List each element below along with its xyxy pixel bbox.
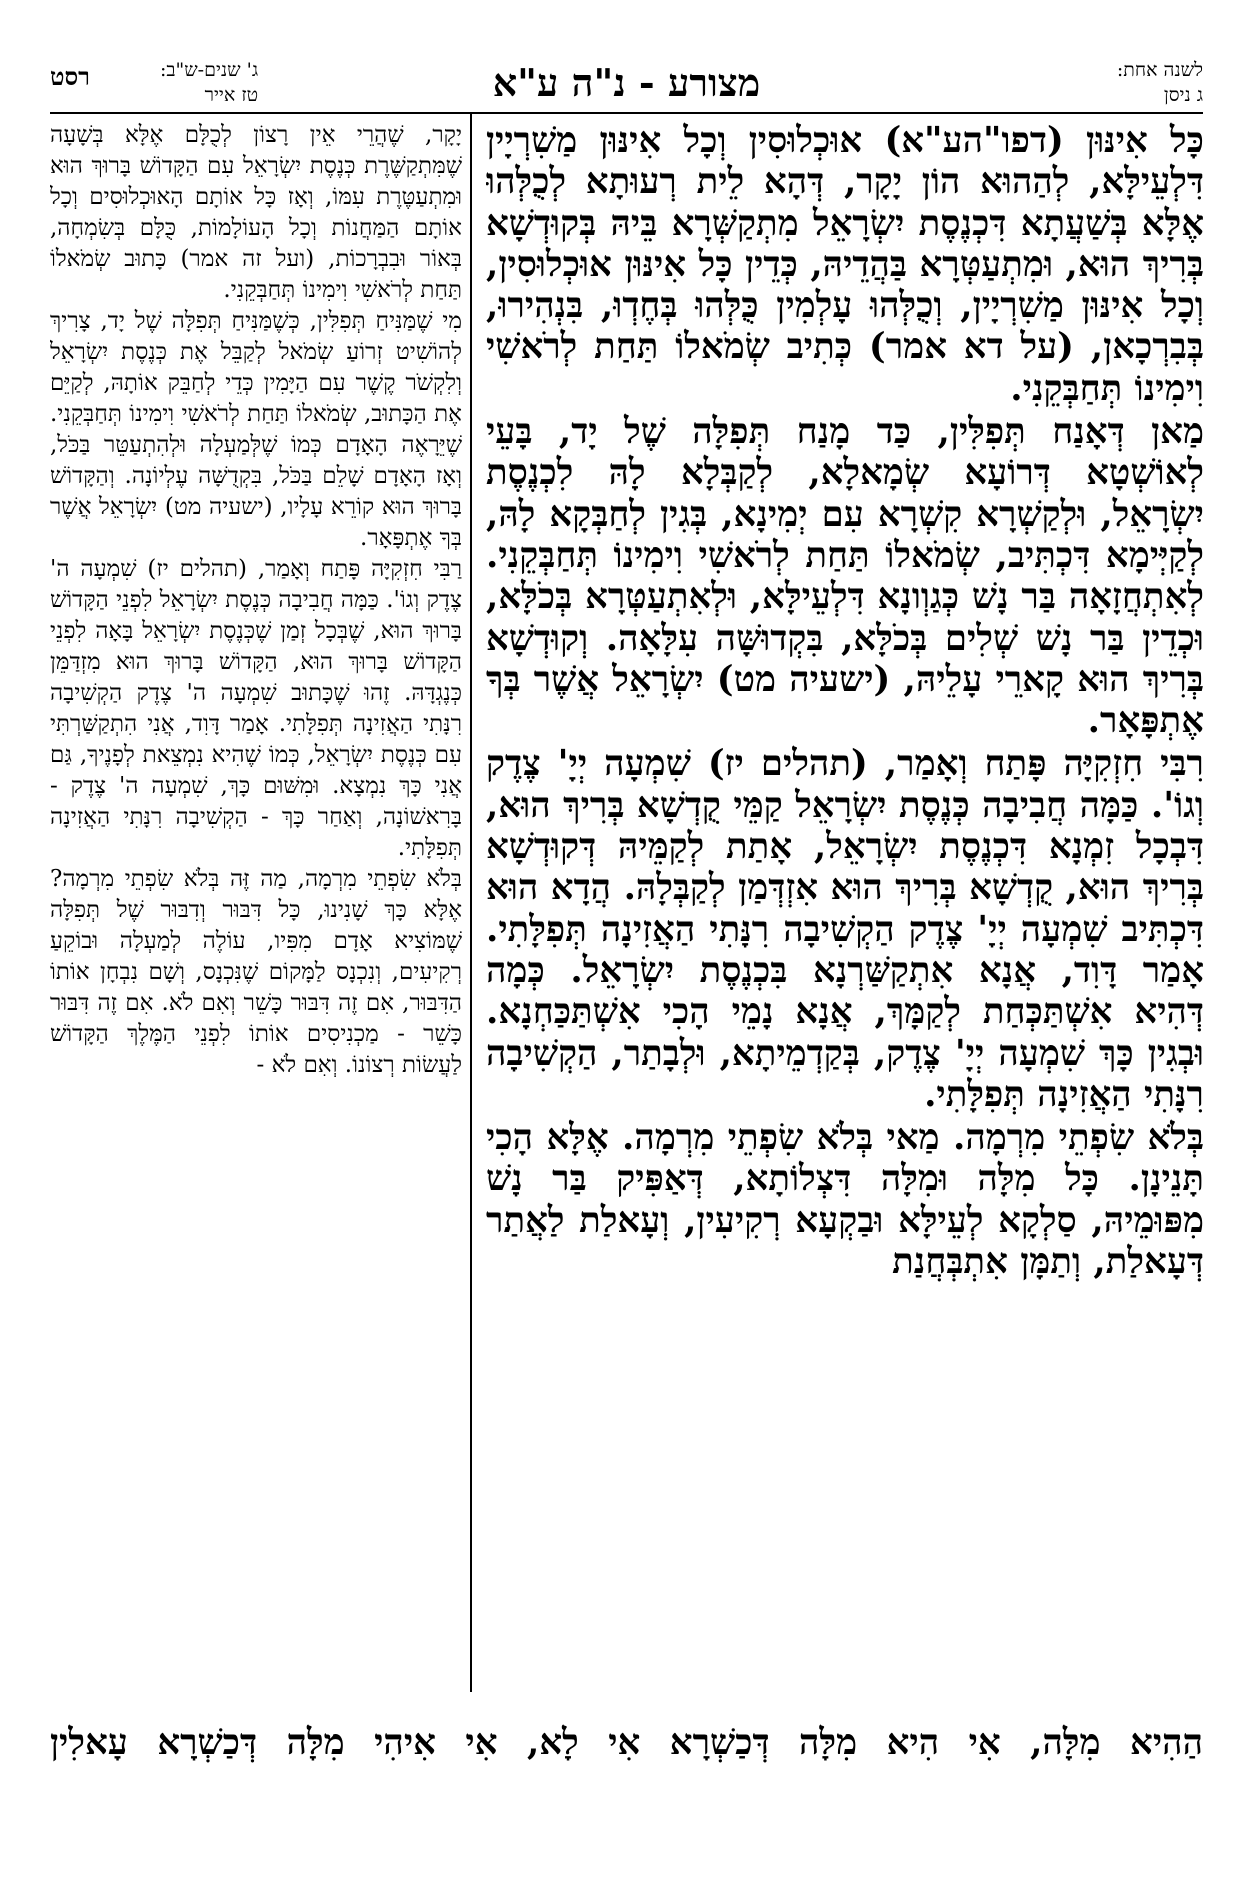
column-divider	[470, 112, 472, 1692]
main-paragraph: בְּלֹא שִׂפְתֵי מִרְמָה. מַאי בְּלֹא שִׂפְתֵי מִרְמָה. אֶלָּא הָכִי תָּנֵינָן. כָּל מִלָּה וּמִלָּה דִּצְלוֹתָא, דְּאַפִּיק בַּר נָשׁ מִפּוּמֵיהּ, סַלְקָא לְעֵילָּא וּבַקְעָא רְקִיעִין, וְעָאלַת לַאֲתַר דְּעָאלַת, וְתַמָּן אִתְבְּחֲנַת	[486, 1117, 1204, 1283]
main-paragraph: מַאן דְּאָנַח תְּפִלִּין, כַּד מָנַח תְּפִלָּה שֶׁל יָד, בָּעֵי לְאוֹשְׁטָא דְּרוֹעָא שְׂמָאלָא, לְקַבְּלָא לָהּ לִכְנֶסֶת יִשְׂרָאֵל, וּלְקַשְׁרָא קִשְׁרָא עִם יְמִינָא, בְּגִין לְחַבְּקָא לָהּ, לְקַיְּימָא דִּכְתִּיב, שְׂמֹאלוֹ תַּחַת לְרֹאשִׁי וִימִינוֹ תְּחַבְּקֵנִי. לְאִתְחֲזָאָה בַּר נָשׁ כְּגַוְונָא דִּלְעֵילָּא, וּלְאִתְעַטְּרָא בְּכֹלָּא, וּכְדֵין בַּר נָשׁ שְׁלִים בְּכֹלָּא, בִּקְדוּשָּׁה עִלָּאָה. וְקוּדְשָׁא בְּרִיךְ הוּא קָארֵי עָלֵיהּ, (ישעיה מט) יִשְׂרָאֵל אֲשֶׁר בְּךָ אֶתְפָּאָר.	[486, 411, 1204, 742]
side-paragraph: יָקָר, שֶׁהֲרֵי אֵין רָצוֹן לְכֻלָּם אֶלָּא בְּשָׁעָה שֶׁמִּתְקַשֶּׁרֶת כְּנֶסֶת יִשְׂרָאֵל עִם הַקָּדוֹשׁ בָּרוּךְ הוּא וּמִתְעַטֶּרֶת עִמּוֹ, וְאָז כָּל אוֹתָם הָאוּכְלוּסִים וְכָל אוֹתָם הַמַּחֲנוֹת וְכָל הָעוֹלָמוֹת, כֻּלָּם בְּשִׂמְחָה, בְּאוֹר וּבִבְרָכוֹת, (ועל זה אמר) כָּתוּב שְׂמֹאלוֹ תַּחַת לְרֹאשִׁי וִימִינוֹ תְּחַבְּקֵנִי.	[50, 122, 462, 303]
side-paragraph: רַבִּי חִזְקִיָּה פָּתַח וְאָמַר, (תהלים יז) שִׁמְעָה ה' צֶדֶק וְגוֹ'. כַּמָּה חֲבִיבָה כְּנֶסֶת יִשְׂרָאֵל לִפְנֵי הַקָּדוֹשׁ בָּרוּךְ הוּא, שֶׁבְּכָל זְמַן שֶׁכְּנֶסֶת יִשְׂרָאֵל בָּאָה לִפְנֵי הַקָּדוֹשׁ בָּרוּךְ הוּא, הַקָּדוֹשׁ בָּרוּךְ הוּא מִזְדַּמֵּן כְּנֶגְדָּהּ. זֶהוּ שֶׁכָּתוּב שִׁמְעָה ה' צֶדֶק הַקְשִׁיבָה רִנָּתִי הַאֲזִינָה תְּפִלָּתִי. אָמַר דָּוִד, אֲנִי הִתְקַשַּׁרְתִּי עִם כְּנֶסֶת יִשְׂרָאֵל, כְּמוֹ שֶׁהִיא נִמְצֵאת לְפָנֶיךָ, גַּם אֲנִי כָּךְ נִמְצָא. וּמִשּׁוּם כָּךְ, שִׁמְעָה ה' צֶדֶק - בָּרִאשׁוֹנָה, וְאַחַר כָּךְ - הַקְשִׁיבָה רִנָּתִי הַאֲזִינָה תְּפִלָּתִי.	[50, 556, 462, 861]
main-column-aramaic	[486, 120, 1204, 1710]
bottom-full-width-line: הַהִיא מִלָּה, אִי הִיא מִלָּה דְּכַשְׁרָא אִי לָא, אִי אִיהִי מִלָּה דְּכַשְׁרָא עָאלִין	[50, 1722, 1203, 1763]
main-paragraph: כָּל אִינּוּן (דפו"הע"א) אוּכְלוּסִין וְכָל אִינּוּן מַשִׁרְיָין דִּלְעֵילָּא, לְהַהוּא הוֹן יָקָר, דְּהָא לֵית רְעוּתָא לְכֻלְּהוּ אֶלָּא בְּשַׁעֲתָא דִּכְנֶסֶת יִשְׂרָאֵל מִתְקַשְּׁרָא בֵּיהּ בְּקוּדְשָׁא בְּרִיךְ הוּא, וּמִתְעַטְּרָא בַּהֲדֵיהּ, כְּדֵין כָּל אִינּוּן אוּכְלוּסִין, וְכָל אִינּוּן מַשִׁרְיָין, וְכֻלְּהוּ עָלְמִין כֻּלְּהוּ בְּחֶדְוּ, בִּנְהִירוּ, בְּבִרְכָאן, (על דא אמר) כְּתִיב שְׂמֹאלוֹ תַּחַת לְרֹאשִׁי וִימִינוֹ תְּחַבְּקֵנִי.	[486, 120, 1204, 409]
header-right-date: ג ניסן	[1163, 84, 1203, 106]
folio-number: רסט	[50, 62, 90, 91]
header-left-date: טז אייר	[204, 84, 259, 106]
side-paragraph: בְּלֹא שִׂפְתֵי מִרְמָה, מַה זֶּה בְּלֹא שִׂפְתֵי מִרְמָה? אֶלָּא כָּךְ שָׁנִינוּ, כָּל דִּבּוּר וְדִבּוּר שֶׁל תְּפִלָּה שֶׁמּוֹצִיא אָדָם מִפִּיו, עוֹלֶה לְמַעְלָה וּבוֹקֵעַ רְקִיעִים, וְנִכְנָס לַמָּקוֹם שֶׁנִּכְנָס, וְשָׁם נִבְחָן אוֹתוֹ הַדִּבּוּר, אִם זֶה דִּבּוּר כָּשֵׁר וְאִם לֹא. אִם זֶה דִּבּוּר כָּשֵׁר - מַכְנִיסִים אוֹתוֹ לִפְנֵי הַמֶּלֶךְ הַקָּדוֹשׁ לַעֲשׂוֹת רְצוֹנוֹ. וְאִם לֹא -	[50, 866, 462, 1078]
header-rule	[50, 112, 1203, 114]
side-paragraph: מִי שֶׁמַּנִּיחַ תְּפִלִּין, כְּשֶׁמַּנִּיחַ תְּפִלָּה שֶׁל יָד, צָרִיךְ לְהוֹשִׁיט זְרוֹעַ שְׂמֹאל לְקַבֵּל אֶת כְּנֶסֶת יִשְׂרָאֵל וְלִקְשֹׁר קֶשֶׁר עִם הַיָּמִין כְּדֵי לְחַבֵּק אוֹתָהּ, לְקַיֵּם אֶת הַכָּתוּב, שְׂמֹאלוֹ תַּחַת לְרֹאשִׁי וִימִינוֹ תְּחַבְּקֵנִי. שֶׁיֵּרָאֶה הָאָדָם כְּמוֹ שֶׁלְּמַעְלָה וּלְהִתְעַטֵּר בַּכֹּל, וְאָז הָאָדָם שָׁלֵם בַּכֹּל, בִּקְדֻשָּׁה עֶלְיוֹנָה. וְהַקָּדוֹשׁ בָּרוּךְ הוּא קוֹרֵא עָלָיו, (ישעיה מט) יִשְׂרָאֵל אֲשֶׁר בְּךָ אֶתְפָּאָר.	[50, 308, 462, 551]
main-paragraph: רִבִּי חִזְקִיָּה פָּתַח וְאָמַר, (תהלים יז) שִׁמְעָה יְיָ' צֶדֶק וְגוֹ'. כַּמָּה חֲבִיבָה כְּנֶסֶת יִשְׂרָאֵל קַמֵּי קֻדְשָׁא בְּרִיךְ הוּא, דִּבְכָל זִמְנָא דִּכְנֶסֶת יִשְׂרָאֵל, אָתַת לְקַמֵּיהּ דְּקוּדְשָׁא בְּרִיךְ הוּא, קֻדְשָׁא בְּרִיךְ הוּא אִזְדְּמַן לְקַבְּלָהּ. הֲדָא הוּא דִּכְתִּיב שִׁמְעָה יְיָ' צֶדֶק הַקְשִׁיבָה רִנָּתִי הַאֲזִינָה תְּפִלָּתִי. אָמַר דָּוִד, אֲנָא אִתְקַשַּׁרְנָא בִּכְנֶסֶת יִשְׂרָאֵל. כְּמָה דְּהִיא אִשְׁתַּכְּחַת לְקַמָּךְ, אֲנָא נָמֵי הָכִי אִשְׁתַּכַּחְנָא. וּבְגִין כָּךְ שִׁמְעָה יְיָ' צֶדֶק, בְּקַדְמֵיתָא, וּלְבָתַר, הַקְשִׁיבָה רִנָּתִי הַאֲזִינָה תְּפִלָּתִי.	[486, 743, 1204, 1115]
page-title: מצורע - נ"ה ע"א	[492, 60, 761, 105]
header-left-title: ג' שנים-ש"ב:	[159, 59, 259, 81]
side-column-hebrew	[50, 120, 462, 1715]
page-header	[50, 58, 1203, 110]
header-right-title: לשנה אחת:	[1116, 59, 1203, 81]
header-left	[50, 58, 258, 108]
